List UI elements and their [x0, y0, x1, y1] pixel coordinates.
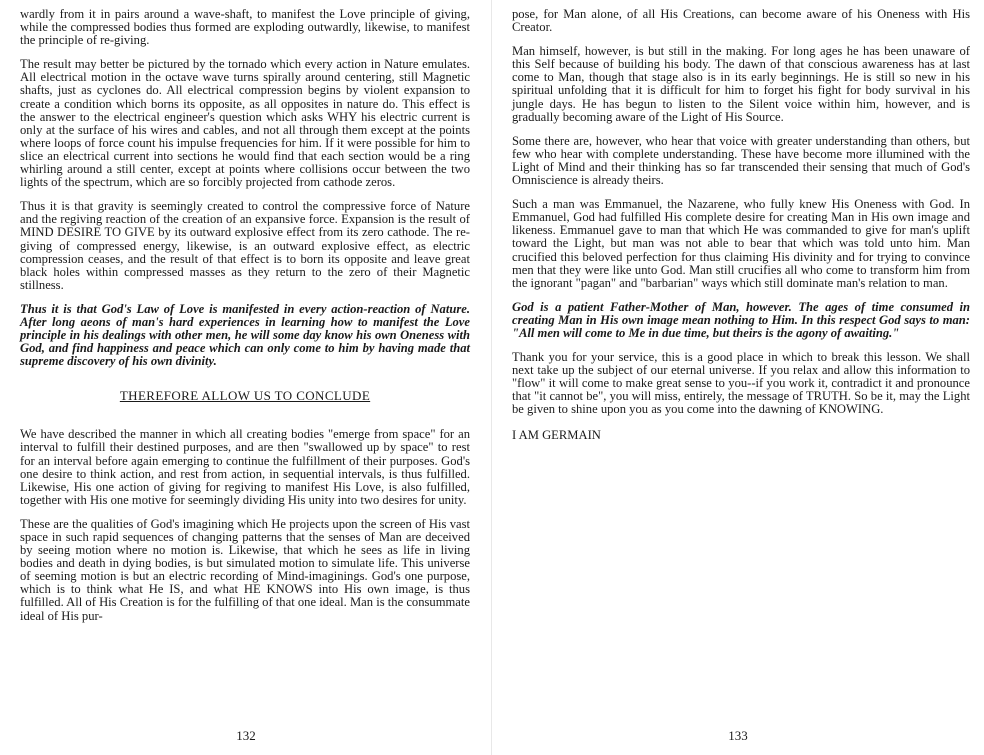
paragraph: Some there are, however, who hear that voice with greater understanding than others, but few who hear with complete understanding. These have become more illumined with the Light of Mind and their thinking has so far transcended their sensing that much of God's Omniscience is already theirs. — [512, 133, 970, 188]
paragraph: pose, for Man alone, of all His Creations, can become aware of his Oneness with His Creator. — [512, 7, 970, 35]
paragraph: We have described the manner in which all creating bodies "emerge from space" for an interval to fulfill their destined purposes, and are then "swallowed up by space" to rest for an interval before again emerging to continue the fulfillment of their purposes. God's one desire to think action, and rest from action, in sequential intervals, is thus fulfilled. Likewise, His one action of giving for regiving to manifest His Love, is also fulfilled, together with His one motive for seemingly dividing His unity into two desires for unity. — [20, 427, 470, 507]
section-heading: THEREFORE ALLOW US TO CONCLUDE — [119, 388, 371, 404]
italic-paragraph: God is a patient Father-Mother of Man, however. The ages of time consumed in creating Man in His own image mean nothing to Him. In this respect God says to man: "All men will come to Me in due time, but theirs is the agony of awaiting." — [512, 299, 970, 340]
italic-paragraph: Thus it is that God's Law of Love is manifested in every action-reaction of Nature. After long aeons of man's hard experiences in learning how to manifest the Love principle in his dealings with other men, he will some day know his own Oneness with God, and find happiness and peace which can only come to him by having made that supreme discovery of his own divinity. — [20, 301, 470, 369]
paragraph: These are the qualities of God's imagining which He projects upon the screen of His vast space in such rapid sequences of changing patterns that the senses of Man are deceived by seeing motion where no motion is. Likewise, that which he sees as life in living bodies and death in dying bodies, is but simulated motion to simulate life. This universe of seeming motion is but an electric recording of Mind-imaginings. God's one purpose, which is to think what He IS, and what HE KNOWS into His own image, is thus fulfilled. All of His Creation is for the fulfilling of that one ideal. Man is the consummate ideal of His pur- — [20, 516, 470, 623]
paragraph: Such a man was Emmanuel, the Nazarene, who fully knew His Oneness with God. In Emmanuel, God had fulfilled His complete desire for creating Man in His own image and likeness. Emmanuel gave to man that which He was commanded to give for man's uplift toward the Light, but man was not able to bear that which was told unto him. Man crucified this beloved perfection for thus claiming His divinity and for trying to convince men that they were like unto God. Man still crucifies all who come to transform him from the ignorant "pagan" and "barbarian" ways which still dominate man's relation to man. — [512, 197, 970, 290]
paragraph: Thank you for your service, this is a good place in which to break this lesson. We shall next take up the subject of our eternal universe. If you relax and allow this information to "flow" it will come to make great sense to you--if you work it, contradict it and pronounce that "it cannot be", you will miss, entirely, the message of TRUTH. So be it, may the Light be given to shine upon you as you come into the dawning of KNOWING. — [512, 350, 970, 417]
page-number: 132 — [236, 728, 256, 743]
paragraph: The result may better be pictured by the tornado which every action in Nature emulates. All electrical motion in the octave wave turns spirally around centering, still Magnetic shafts, just as cyclones do. All electrical compression begins by violent expansion to create a condition which borns its opposite, as all opposites in nature do. This effect is the answer to the electrical engineer's question which asks WHY his electric current is only at the surface of his wires and cables, and not all through them except at the points where loops of force count his impulse frequencies for him. If it were possible for him to slice an electrical current into sections he would find that each section would be a ring whirling around a still center, except at points where collisions occur between the two lights of the spectrum, which are so forcibly projected from cathode zeros. — [20, 57, 470, 190]
right-page — [492, 0, 984, 755]
paragraph: Thus it is that gravity is seemingly created to control the compressive force of Nature and the regiving reaction of the creation of an expansive force. Expansion is the result of MIND DESIRE TO GIVE by its outward explosive effect from its zero cathode. The re-giving of compressed energy, likewise, is an outward explosive effect, as electric compression ceases, and the result of that effect is to born its opposite and leave great black holes within compressed masses as they return to the zero of their Magnetic stillness. — [20, 199, 470, 292]
paragraph: Man himself, however, is but still in the making. For long ages he has been unaware of this Self because of building his body. The dawn of that conscious awareness has at last come to Man, though that stage also is in its early beginnings. He is still so new in his spiritual unfolding that it is difficult for him to forget his fight for body survival in his jungle days. He has begun to listen to the Silent voice within him, however, and is gradually becoming aware of the Light of His Source. — [512, 44, 970, 124]
signature: I AM GERMAIN — [512, 427, 601, 442]
page-number: 133 — [728, 728, 748, 743]
paragraph: wardly from it in pairs around a wave-shaft, to manifest the Love principle of giving, while the compressed bodies thus formed are exploding outwardly, likewise, to manifest the principle of re-giving. — [20, 7, 470, 48]
